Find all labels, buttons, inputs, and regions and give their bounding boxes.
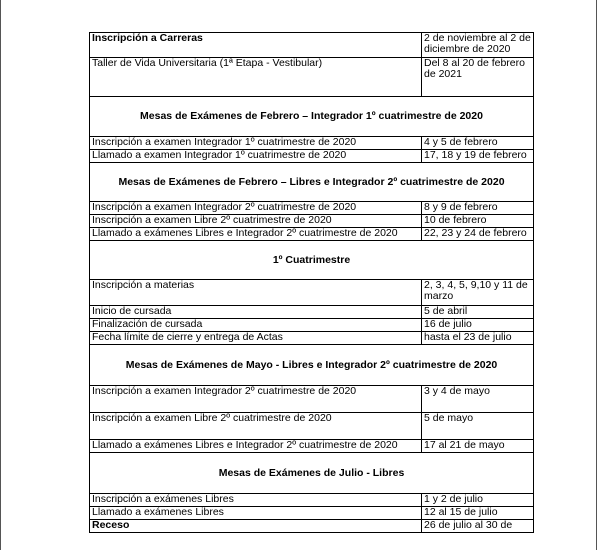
row-label: Fecha límite de cierre y entrega de Actas — [90, 332, 422, 345]
row-date: 12 al 15 de julio — [422, 507, 534, 520]
table-row — [90, 58, 534, 97]
row-date: hasta el 23 de julio — [422, 332, 534, 345]
table-row — [90, 280, 534, 306]
section-header — [90, 453, 534, 494]
row-date: 26 de julio al 30 de — [422, 520, 534, 533]
table-row — [90, 137, 534, 150]
academic-calendar-table — [89, 32, 534, 533]
row-label: Taller de Vida Universitaria (1ª Etapa - Vestibular) — [90, 58, 422, 97]
row-label: Inscripción a examen Libre 2º cuatrimestre de 2020 — [90, 215, 422, 228]
row-label: Finalización de cursada — [90, 319, 422, 332]
row-date: 5 de mayo — [422, 413, 534, 440]
table-row — [90, 319, 534, 332]
row-date: 22, 23 y 24 de febrero — [422, 228, 534, 241]
row-date: 1 y 2 de julio — [422, 494, 534, 507]
row-label: Inscripción a examen Libre 2º cuatrimestre de 2020 — [90, 413, 422, 440]
section-title: Mesas de Exámenes de Febrero – Integrador 1º cuatrimestre de 2020 — [90, 97, 534, 137]
table-row — [90, 306, 534, 319]
row-label: Llamado a examen Integrador 1º cuatrimestre de 2020 — [90, 150, 422, 163]
table-row — [90, 413, 534, 440]
row-date: Del 8 al 20 de febrero de 2021 — [422, 58, 534, 97]
section-header — [90, 241, 534, 280]
row-label: Inscripción a examen Integrador 2º cuatrimestre de 2020 — [90, 386, 422, 413]
table-row — [90, 520, 534, 533]
section-title: 1º Cuatrimestre — [90, 241, 534, 280]
table-row — [90, 150, 534, 163]
table-row — [90, 507, 534, 520]
table-row — [90, 228, 534, 241]
row-label: Inscripción a Carreras — [90, 33, 422, 58]
row-label: Inicio de cursada — [90, 306, 422, 319]
row-label: Llamado a exámenes Libres e Integrador 2º cuatrimestre de 2020 — [90, 440, 422, 453]
table-row — [90, 215, 534, 228]
table-row — [90, 386, 534, 413]
row-label: Receso — [90, 520, 422, 533]
row-date: 2, 3, 4, 5, 9,10 y 11 de marzo — [422, 280, 534, 306]
row-label: Llamado a exámenes Libres e Integrador 2º cuatrimestre de 2020 — [90, 228, 422, 241]
row-date: 10 de febrero — [422, 215, 534, 228]
table-row — [90, 332, 534, 345]
table-row — [90, 33, 534, 58]
row-label: Inscripción a exámenes Libres — [90, 494, 422, 507]
table-row — [90, 202, 534, 215]
section-header — [90, 97, 534, 137]
row-date: 4 y 5 de febrero — [422, 137, 534, 150]
row-date: 17, 18 y 19 de febrero — [422, 150, 534, 163]
row-date: 5 de abril — [422, 306, 534, 319]
table-row — [90, 494, 534, 507]
row-date: 17 al 21 de mayo — [422, 440, 534, 453]
section-title: Mesas de Exámenes de Mayo - Libres e Integrador 2º cuatrimestre de 2020 — [90, 345, 534, 386]
row-date: 16 de julio — [422, 319, 534, 332]
section-header — [90, 163, 534, 202]
table-row — [90, 440, 534, 453]
row-label: Inscripción a examen Integrador 2º cuatrimestre de 2020 — [90, 202, 422, 215]
row-label: Llamado a exámenes Libres — [90, 507, 422, 520]
row-date: 3 y 4 de mayo — [422, 386, 534, 413]
row-date: 2 de noviembre al 2 de diciembre de 2020 — [422, 33, 534, 58]
row-date: 8 y 9 de febrero — [422, 202, 534, 215]
row-label: Inscripción a materias — [90, 280, 422, 306]
row-label: Inscripción a examen Integrador 1º cuatrimestre de 2020 — [90, 137, 422, 150]
section-title: Mesas de Exámenes de Julio - Libres — [90, 453, 534, 494]
page-left-edge — [0, 0, 1, 550]
section-title: Mesas de Exámenes de Febrero – Libres e Integrador 2º cuatrimestre de 2020 — [90, 163, 534, 202]
section-header — [90, 345, 534, 386]
